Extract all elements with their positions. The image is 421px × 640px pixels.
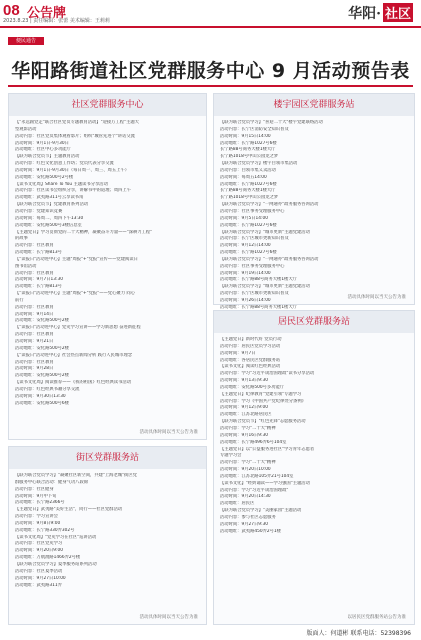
activity-line: 活动内容：学习"二十大"精神: [220, 425, 276, 431]
section-title: 公告牌: [27, 6, 67, 21]
activity-line: 【联为联合党员学习】"一网通办"政务服务咨询活动: [220, 202, 319, 208]
activity-line: 【联为联合党员节】党建教育系列活动: [15, 202, 89, 208]
activity-line: 活动内容：社区读书会组织分享，讲解书中的道理；周四上午: [15, 188, 132, 194]
panel-heading: 街区党群服务站: [9, 447, 206, 469]
activity-line: 活动时间：每周五14:00: [220, 174, 267, 180]
activity-line: 活动内容：党建知识竞赛: [15, 208, 63, 214]
activity-line: 活动时间：每周二、周四下午13:30: [15, 215, 84, 221]
activity-line: 活动内容：学习宣讲会: [15, 514, 58, 520]
activity-line: 活动时间：9月20日10:00: [220, 467, 271, 473]
activity-line: 活动内容：学习《中国共产党纪律处分条例》: [220, 398, 306, 404]
activity-line: 活动内容：社区教育: [15, 304, 54, 310]
activity-line: 活动地址：长宁路2366号: [15, 500, 65, 506]
panel-note: 活动具体时间以当天公告为准: [139, 615, 198, 620]
activity-line: 活动时间：9月13日9:30: [220, 378, 268, 384]
activity-line: 活动时间：9月15日14:00: [220, 133, 271, 139]
activity-line: 活动时间：9月27日9:30: [220, 521, 268, 527]
activity-line: 活动地址：安化路500号3楼信息室: [15, 222, 82, 228]
activity-line: 活动地址：长宁路813号: [15, 284, 62, 290]
activity-line: 活动地址：安化路500号2楼: [15, 373, 69, 379]
activity-line: 【读书文化】"经典诵读——学习强国"主题活动: [220, 480, 310, 486]
activity-line: 活动时间：9月12日9:00: [220, 405, 268, 411]
activity-line: 活动时间：9月30日13:30: [15, 393, 66, 399]
activity-line: 活动地址：长宁路1027号6楼: [220, 181, 277, 187]
panel-note: 活动具体时间以当天公告为准: [347, 295, 406, 300]
activity-line: 【联为联合党员节】"红色先锋"志愿服务活动: [220, 419, 306, 425]
activity-line: 活动内容：学习"习近平谈治国理政"读书分享活动: [220, 371, 315, 377]
panel-heading: 居民区党群服务站: [214, 311, 414, 333]
activity-line: 活动地址：安化路500号2楼: [15, 345, 69, 351]
activity-line: 活动时间：9月中下旬: [15, 493, 57, 499]
activity-line: 活动地址：长宁路330弄302号: [15, 527, 75, 533]
activity-line: 活动时间：9月26日14:00: [220, 297, 271, 303]
activity-line: 活动内容：红色经典书籍分享交流: [15, 386, 80, 392]
activity-line: 活动地址：长宁路496弄6号104室: [220, 439, 287, 445]
activity-line: 活动地址：各居民区党群服务站: [220, 357, 281, 363]
activity-line: 活动时间：9月8日9:00: [15, 520, 61, 526]
activity-line: 活动内容：社区健身: [15, 486, 54, 492]
activity-line: 活动时间：9月5日14:00: [220, 215, 268, 221]
activity-line: 活动地址：万航渡路1466弄2号楼: [15, 555, 81, 561]
activity-line: 活动内容：参与社区志愿服务: [220, 514, 276, 520]
activity-line: 活动地址：社区中心多功能厅: [15, 147, 71, 153]
activity-line: 活动内容：社区教育: [15, 270, 54, 276]
activity-line: 活动地址：武夷路311弄: [15, 582, 62, 588]
panel-text: [15, 473, 200, 589]
activity-line: 长宁路88号商务大楼1楼大厅: [220, 188, 276, 194]
panel-note: 以居民区党群服务站公告为准: [347, 615, 406, 620]
activity-line: 【联为联合党员学习】"喜迎二十大"楼宇党建联络活动: [220, 120, 323, 125]
masthead-logo: 华阳· 社区: [348, 3, 413, 23]
activity-line: 活动内容：学习"习近平谈治国理政": [220, 487, 289, 493]
activity-line: 活动时间：9月27日10:00: [15, 575, 66, 581]
activity-line: 【联为联合党员学习】"城市更新"主题党建活动: [220, 229, 310, 235]
activity-line: 活动内容：社区党史学习: [15, 541, 63, 547]
activity-line: 活动内容：社区教育: [15, 243, 54, 249]
activity-line: 【"永远跟党走"联合社区党员专题教育活动】"迎接万工程"主题大: [15, 120, 139, 125]
activity-line: 活动地址：安化路500号6楼: [15, 400, 69, 406]
activity-line: 活动时间：9月7日13:30: [15, 277, 63, 283]
activity-line: 【联为联合党员学习】"美丽家园"主题活动: [220, 508, 302, 514]
activity-line: 【"读报日"活动进中心】主题"周报"+"党报"宣传——党建阅读日: [15, 256, 138, 262]
activity-line: 活动地址：安化路500号多功能厅: [220, 384, 285, 390]
activity-line: 【联为联合党员节】主题教育活动: [15, 154, 80, 160]
title-divider: [8, 85, 413, 87]
activity-line: 【联为联合党员学习】"凝聚社区新空间，共建"上海老城"街区党: [15, 473, 137, 478]
panel-text: [220, 120, 408, 312]
activity-line: 活动时间：9月1日-9月30日（每日周一、周三、周五上午）: [15, 167, 130, 173]
activity-line: 【"读报日"活动进中心】党史学习宣讲——学习新思想 奋进新征程: [15, 325, 141, 331]
activity-line: 活动地址：长宁路1027号6楼: [220, 222, 277, 228]
activity-line: 活动内容：社区教育: [15, 332, 54, 338]
activity-line: 活动时间：9月1日-9月30日: [15, 140, 69, 146]
panel-community-center: [8, 93, 207, 440]
activity-line: 【主题党日】以"公益服务进社区"学习青年志愿者: [220, 446, 315, 452]
activity-line: 活动地址：长宁路1027号6楼: [220, 250, 277, 256]
activity-line: 活动地址：武夷路450弄2号1楼: [220, 528, 281, 534]
activity-line: 的故事: [15, 236, 28, 242]
panel-heading: 楼宇园区党群服务站: [214, 94, 414, 116]
activity-line: 长宁路88号商务大楼1楼大厅: [220, 147, 276, 153]
activity-line: 活动内容：社区事务受理服务中心: [220, 263, 285, 269]
activity-line: 【读书文化周】阅读推荐——《我的祖国》红色经典读书活动: [15, 380, 132, 386]
panel-note: 活动具体时间以当天公告为准: [139, 430, 198, 435]
activity-line: 活动内容：白领市集义卖活动: [220, 167, 276, 173]
page-footer: 版面人：何道彬 联系电话：52398396: [306, 630, 411, 637]
activity-line: 【主题党日】武夷路"美好生活"，同行——社区党群活动: [15, 507, 123, 513]
headline: 华阳路街道社区党群服务中心 9 月活动预告表: [11, 60, 410, 82]
activity-line: 活动地址：安化路500号2号楼: [15, 174, 74, 180]
activity-line: 型观影活动: [15, 126, 37, 132]
activity-line: 活动地址：长宁路88号商务大楼1楼大厅: [220, 277, 297, 283]
activity-line: 活动地址：长宁路88号商务大楼1楼大厅: [220, 304, 297, 310]
activity-line: 【联为联合党员学习】楼宇白领市集活动: [220, 161, 298, 167]
activity-line: 活动时间：9月12日14:00: [220, 243, 271, 249]
activity-line: 【读书文化周】Share To You 主题读书分享活动: [15, 181, 108, 187]
activity-line: 活动时间：9月7日: [220, 350, 256, 356]
panel-heading: 社区党群服务中心: [9, 94, 206, 116]
activity-line: 活动地址：安化路500号2楼: [15, 318, 69, 324]
panel-residential: [213, 310, 415, 625]
activity-line: 活动内容：社区夏季活动: [15, 568, 63, 574]
activity-line: 前行: [15, 297, 24, 303]
activity-line: 活动内容：社区党员集体观看影片；组织"城管先进个"讲话交流: [15, 133, 135, 139]
activity-line: 活动地址：长宁路1027号6楼: [220, 140, 277, 146]
activity-line: 【主题党日】新时代好 党员行动: [220, 337, 282, 342]
activity-line: 活动时间：9月28日: [15, 366, 54, 372]
activity-line: 活动地址：江苏北路105弄21号104室: [220, 473, 294, 479]
activity-line: 活动内容：长宁区城市更新知识普及: [220, 291, 289, 297]
activity-line: 【"读报日"活动进中心】社会热点新闻分析 践行人民城市理念: [15, 352, 133, 358]
panel-building-park: [213, 93, 415, 310]
activity-line: 活动内容：社区教育: [15, 359, 54, 365]
activity-line: 活动时间：9月21日: [15, 339, 54, 344]
activity-line: 活动内容：红色文化创意工作坊；党员代表分享交流: [15, 161, 114, 167]
notice-tag: 便民通告: [8, 37, 44, 45]
page-header: [0, 0, 421, 28]
activity-line: 活动地址：武夷路311号云享读书角: [15, 195, 84, 201]
activity-line: 长宁路1018号中山公园龙之梦: [220, 195, 279, 201]
activity-line: 【联为联合党员学习】"城市更新"主题党建活动: [220, 284, 310, 290]
activity-line: 【联为联合党员学习】夏季服务站系列活动: [15, 561, 97, 567]
activity-line: 【主题党日】学习贯彻党的二十大精神，凝聚奋斗力量——"深耕力工程": [15, 229, 153, 235]
masthead-box: 社区: [383, 3, 413, 22]
activity-line: 活动地址：居民区: [220, 501, 255, 507]
activity-line: 活动内容：长宁区消防安全知识普及: [220, 126, 289, 132]
page-number: 08: [3, 2, 20, 19]
activity-line: 图书馆活动: [15, 263, 37, 269]
activity-line: 活动内容：居民区党员学习活动: [220, 343, 281, 349]
activity-line: 【读书文化周】"党史学习在社区"巡讲活动: [15, 534, 97, 540]
activity-line: 活动时间：9月16日9:30: [220, 432, 268, 438]
activity-line: 【"读报日"活动进中心】主题"周报"+"党报"——党心聚力 同心: [15, 291, 135, 297]
activity-line: 活动内容：社区事务受理服务中心: [220, 208, 285, 214]
activity-line: 长宁路1018号中山公园龙之梦: [220, 154, 279, 160]
activity-line: 【读书文化】阅读红色经典活动: [220, 364, 281, 370]
activity-line: 活动内容：学习"二十大"精神: [220, 460, 276, 466]
panel-text: [15, 120, 200, 407]
activity-line: 活动时间：9月19日14:00: [220, 270, 271, 276]
activity-line: 【联为联合党员学习】"一网通办"政务服务咨询活动: [220, 256, 319, 262]
activity-line: 活动时间：9月20日14:30: [220, 494, 271, 500]
panel-text: [220, 337, 408, 535]
activity-line: 活动内容：长宁区城市更新知识普及: [220, 236, 289, 242]
activity-line: 专题学习会: [220, 453, 242, 459]
activity-line: 活动时间：9月20日9:00: [15, 548, 63, 554]
activity-line: 活动地址：江苏北路居民区: [220, 412, 272, 418]
activity-line: 活动时间：9月14日: [15, 311, 54, 317]
activity-line: 群服务中心联合活动：健身气功八段锦: [15, 479, 89, 485]
activity-line: 【主题党日】纪律教育"党建引领"专题学习: [220, 391, 302, 397]
issue-meta: 2023.8.23 | 责任编辑：张蕾 美术编辑：王莉莉: [3, 18, 110, 24]
panel-street-block: [8, 446, 207, 625]
activity-line: 活动地址：长宁路813号: [15, 250, 62, 256]
